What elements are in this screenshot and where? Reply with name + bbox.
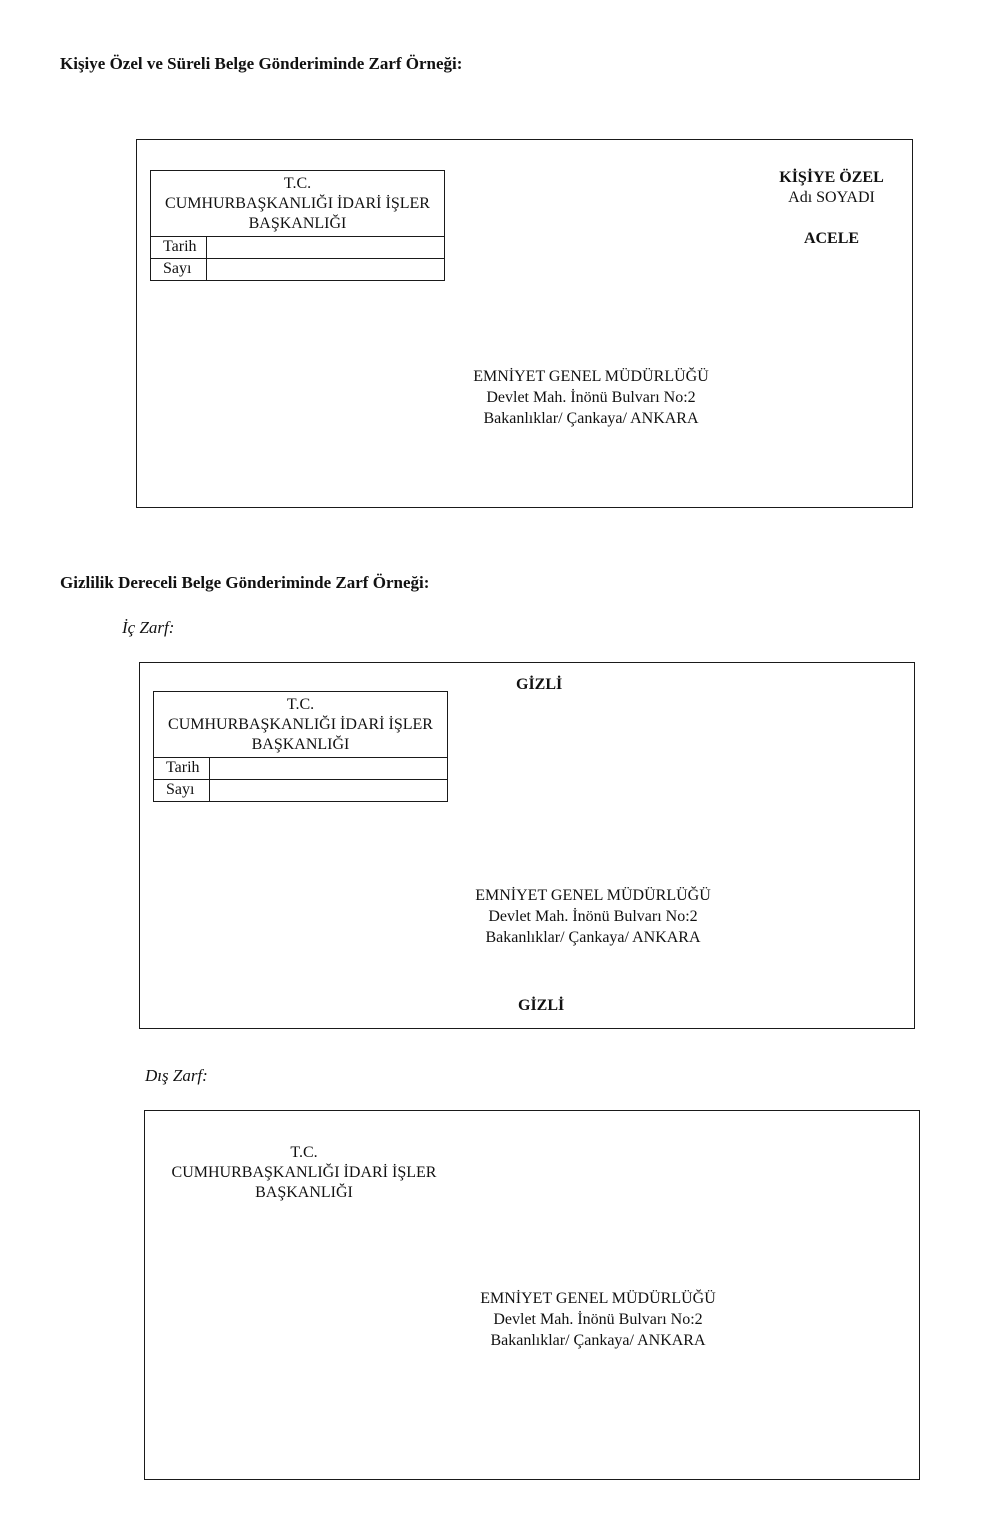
sender-institution (159, 1143, 449, 1203)
recipient-line-street: Devlet Mah. İnönü Bulvarı No:2 (486, 389, 696, 406)
personal-marking: KİŞİYE ÖZEL (779, 169, 884, 186)
sender-line-department: BAŞKANLIĞI (248, 215, 347, 232)
recipient-line-institution: EMNİYET GENEL MÜDÜRLÜĞÜ (473, 368, 709, 385)
sender-line-tc: T.C. (283, 175, 312, 192)
classification-bottom: GİZLİ (518, 997, 565, 1014)
sender-box (153, 691, 448, 802)
sender-line-tc: T.C. (286, 696, 315, 713)
recipient-name-placeholder: Adı SOYADI (788, 189, 875, 206)
urgent-marking: ACELE (803, 230, 860, 247)
recipient-line-city: Bakanlıklar/ Çankaya/ ANKARA (483, 410, 699, 427)
outer-envelope-label: Dış Zarf: (145, 1066, 208, 1085)
date-value (207, 237, 444, 258)
envelope-inner-classified (139, 662, 915, 1029)
number-row (154, 779, 447, 801)
sender-line-presidency: CUMHURBAŞKANLIĞI İDARİ İŞLER (165, 195, 430, 212)
recipient-line-city: Bakanlıklar/ Çankaya/ ANKARA (485, 929, 701, 946)
recipient-line-institution: EMNİYET GENEL MÜDÜRLÜĞÜ (480, 1290, 716, 1307)
envelope-outer (144, 1110, 920, 1480)
section2-heading: Gizlilik Dereceli Belge Gönderiminde Zarf Örneği: (60, 573, 430, 592)
personal-marking-block (759, 168, 904, 249)
sender-line-presidency: CUMHURBAŞKANLIĞI İDARİ İŞLER (168, 716, 433, 733)
recipient-line-institution: EMNİYET GENEL MÜDÜRLÜĞÜ (475, 887, 711, 904)
sender-line-department: BAŞKANLIĞI (255, 1184, 353, 1201)
recipient-address (443, 885, 743, 948)
recipient-address (441, 366, 741, 429)
number-label: Sayı (154, 780, 210, 801)
classification-top: GİZLİ (516, 676, 563, 693)
date-label: Tarih (151, 237, 207, 258)
date-label: Tarih (154, 758, 210, 779)
inner-envelope-label: İç Zarf: (122, 618, 175, 637)
recipient-line-street: Devlet Mah. İnönü Bulvarı No:2 (488, 908, 698, 925)
number-row (151, 258, 444, 280)
recipient-address (448, 1288, 748, 1351)
number-value (210, 780, 447, 801)
number-value (207, 259, 444, 280)
sender-institution (151, 171, 444, 237)
sender-line-presidency: CUMHURBAŞKANLIĞI İDARİ İŞLER (171, 1164, 437, 1181)
sender-institution (154, 692, 447, 758)
date-value (210, 758, 447, 779)
envelope-personal-urgent (136, 139, 913, 508)
sender-line-department: BAŞKANLIĞI (251, 736, 350, 753)
number-label: Sayı (151, 259, 207, 280)
section1-heading: Kişiye Özel ve Süreli Belge Gönderiminde Zarf Örneği: (60, 54, 463, 73)
date-row (151, 237, 444, 258)
date-row (154, 758, 447, 779)
recipient-line-street: Devlet Mah. İnönü Bulvarı No:2 (493, 1311, 703, 1328)
sender-box (150, 170, 445, 281)
sender-line-tc: T.C. (290, 1144, 318, 1161)
recipient-line-city: Bakanlıklar/ Çankaya/ ANKARA (490, 1332, 706, 1349)
